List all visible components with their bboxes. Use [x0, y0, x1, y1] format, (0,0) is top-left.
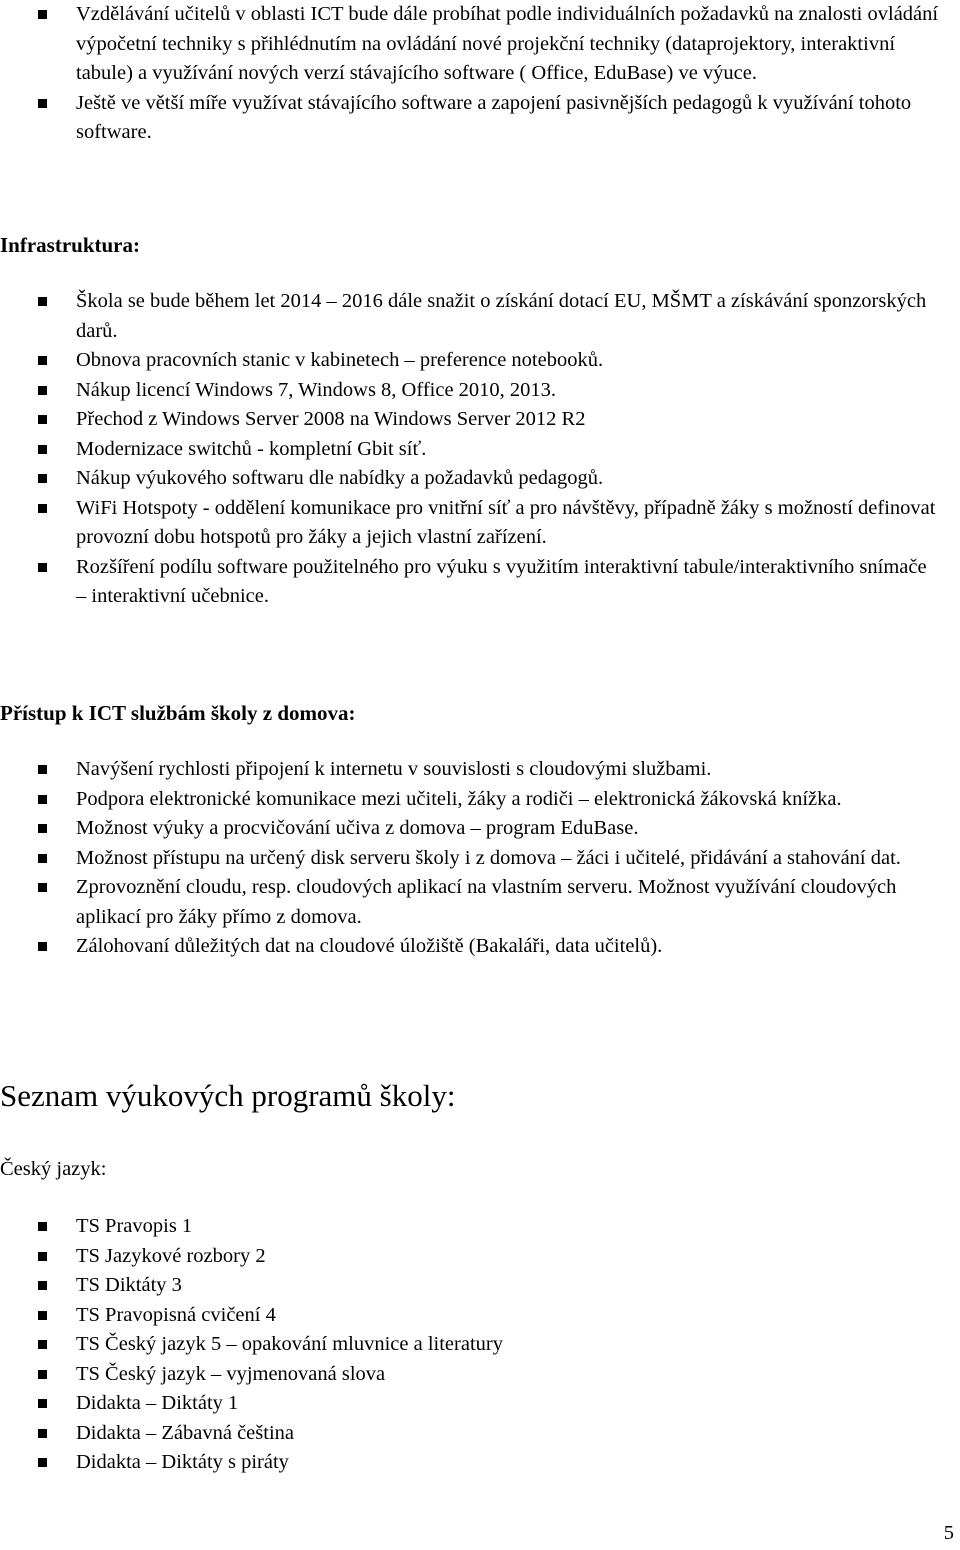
list-item-text: Podpora elektronické komunikace mezi učiteli, žáky a rodiči – elektronická žákovská knížka. [76, 787, 842, 810]
list-item [0, 932, 960, 962]
list-item [0, 1360, 960, 1390]
square-bullet-icon [38, 563, 47, 572]
square-bullet-icon [38, 883, 47, 892]
square-bullet-icon [38, 99, 47, 108]
list-item-text: Rozšíření podílu software použitelného pro výuku s využitím interaktivní tabule/interaktivního snímače – interaktivní učebnice. [76, 555, 927, 607]
list-item-text: TS Český jazyk – vyjmenovaná slova [76, 1362, 386, 1385]
square-bullet-icon [38, 854, 47, 863]
square-bullet-icon [38, 1399, 47, 1408]
list-item [0, 405, 960, 435]
home-access-list [0, 755, 960, 962]
square-bullet-icon [38, 942, 47, 951]
list-item-text: Možnost výuky a procvičování učiva z domova – program EduBase. [76, 817, 639, 839]
square-bullet-icon [38, 765, 47, 774]
square-bullet-icon [38, 10, 47, 19]
list-item-text: Vzdělávání učitelů v oblasti ICT bude dále probíhat podle individuálních požadavků na znalosti ovládání výpočetní techniky s přihlédnutím na ovládání nové projekční techniky (dataprojektory, interaktivní tabule) a využívání nových verzí stávajícího software ( Office, EduBase) ve výuce. [76, 3, 939, 84]
list-item-text: Obnova pracovních stanic v kabinetech – preference notebooků. [76, 349, 604, 371]
list-item-text: TS Jazykové rozbory 2 [76, 1244, 266, 1267]
programs-heading: Seznam výukových programů školy: [0, 1078, 456, 1113]
square-bullet-icon [38, 386, 47, 395]
list-item [0, 376, 960, 406]
list-item [0, 1389, 960, 1419]
czech-language-heading: Český jazyk: [0, 1158, 107, 1180]
square-bullet-icon [38, 1370, 47, 1379]
ict-education-list [0, 0, 960, 148]
square-bullet-icon [38, 1281, 47, 1290]
list-item-text: WiFi Hotspoty - oddělení komunikace pro vnitřní síť a pro návštěvy, případně žáky s možností definovat provozní dobu hotspotů pro žáky a jejich vlastní zařízení. [76, 496, 936, 548]
list-item [0, 1242, 960, 1272]
list-item [0, 553, 960, 612]
list-item-text: TS Pravopis 1 [76, 1215, 193, 1237]
square-bullet-icon [38, 1311, 47, 1320]
list-item [0, 435, 960, 465]
list-item [0, 755, 960, 785]
list-item-text: Nákup výukového softwaru dle nabídky a požadavků pedagogů. [76, 467, 604, 489]
list-item [0, 1271, 960, 1301]
list-item-text: Škola se bude během let 2014 – 2016 dále snažit o získání dotací EU, MŠMT a získávání sponzorských darů. [76, 290, 927, 342]
czech-programs-list [0, 1212, 960, 1478]
list-item-text: Nákup licencí Windows 7, Windows 8, Office 2010, 2013. [76, 378, 557, 401]
list-item [0, 494, 960, 553]
list-item-text: Zprovoznění cloudu, resp. cloudových aplikací na vlastním serveru. Možnost využívání cloudových aplikací pro žáky přímo z domova. [76, 876, 897, 928]
list-item [0, 1419, 960, 1449]
square-bullet-icon [38, 1340, 47, 1349]
square-bullet-icon [38, 504, 47, 513]
square-bullet-icon [38, 1222, 47, 1231]
list-item [0, 464, 960, 494]
list-item-text: Didakta – Diktáty s piráty [76, 1451, 289, 1473]
square-bullet-icon [38, 1429, 47, 1438]
square-bullet-icon [38, 795, 47, 804]
list-item-text: TS Diktáty 3 [76, 1274, 182, 1296]
square-bullet-icon [38, 445, 47, 454]
list-item [0, 844, 960, 874]
home-access-heading: Přístup k ICT službám školy z domova: [0, 701, 356, 725]
square-bullet-icon [38, 1252, 47, 1261]
list-item [0, 814, 960, 844]
list-item-text: Zálohovaní důležitých dat na cloudové úložiště (Bakaláři, data učitelů). [76, 935, 663, 957]
list-item [0, 0, 960, 89]
square-bullet-icon [38, 415, 47, 424]
infrastructure-heading: Infrastruktura: [0, 233, 140, 257]
list-item [0, 785, 960, 815]
list-item-text: Ještě ve větší míře využívat stávajícího software a zapojení pasivnějších pedagogů k využívání tohoto software. [76, 91, 912, 143]
list-item [0, 287, 960, 346]
list-item-text: Didakta – Diktáty 1 [76, 1392, 239, 1414]
list-item-text: Didakta – Zábavná čeština [76, 1421, 295, 1444]
list-item-text: Přechod z Windows Server 2008 na Windows Server 2012 R2 [76, 408, 586, 430]
square-bullet-icon [38, 1458, 47, 1467]
square-bullet-icon [38, 356, 47, 365]
square-bullet-icon [38, 297, 47, 306]
square-bullet-icon [38, 474, 47, 483]
page-number: 5 [943, 1522, 954, 1544]
list-item [0, 89, 960, 148]
list-item [0, 1448, 960, 1478]
infrastructure-list [0, 287, 960, 612]
list-item-text: Navýšení rychlosti připojení k internetu v souvislosti s cloudovými službami. [76, 758, 712, 780]
list-item-text: Možnost přístupu na určený disk serveru školy i z domova – žáci i učitelé, přidávání a stahování dat. [76, 846, 901, 869]
list-item-text: TS Pravopisná cvičení 4 [76, 1303, 276, 1326]
square-bullet-icon [38, 824, 47, 833]
list-item [0, 1330, 960, 1360]
list-item-text: Modernizace switchů - kompletní Gbit síť. [76, 437, 427, 460]
list-item [0, 873, 960, 932]
list-item [0, 1301, 960, 1331]
list-item [0, 346, 960, 376]
list-item-text: TS Český jazyk 5 – opakování mluvnice a literatury [76, 1333, 503, 1355]
list-item [0, 1212, 960, 1242]
